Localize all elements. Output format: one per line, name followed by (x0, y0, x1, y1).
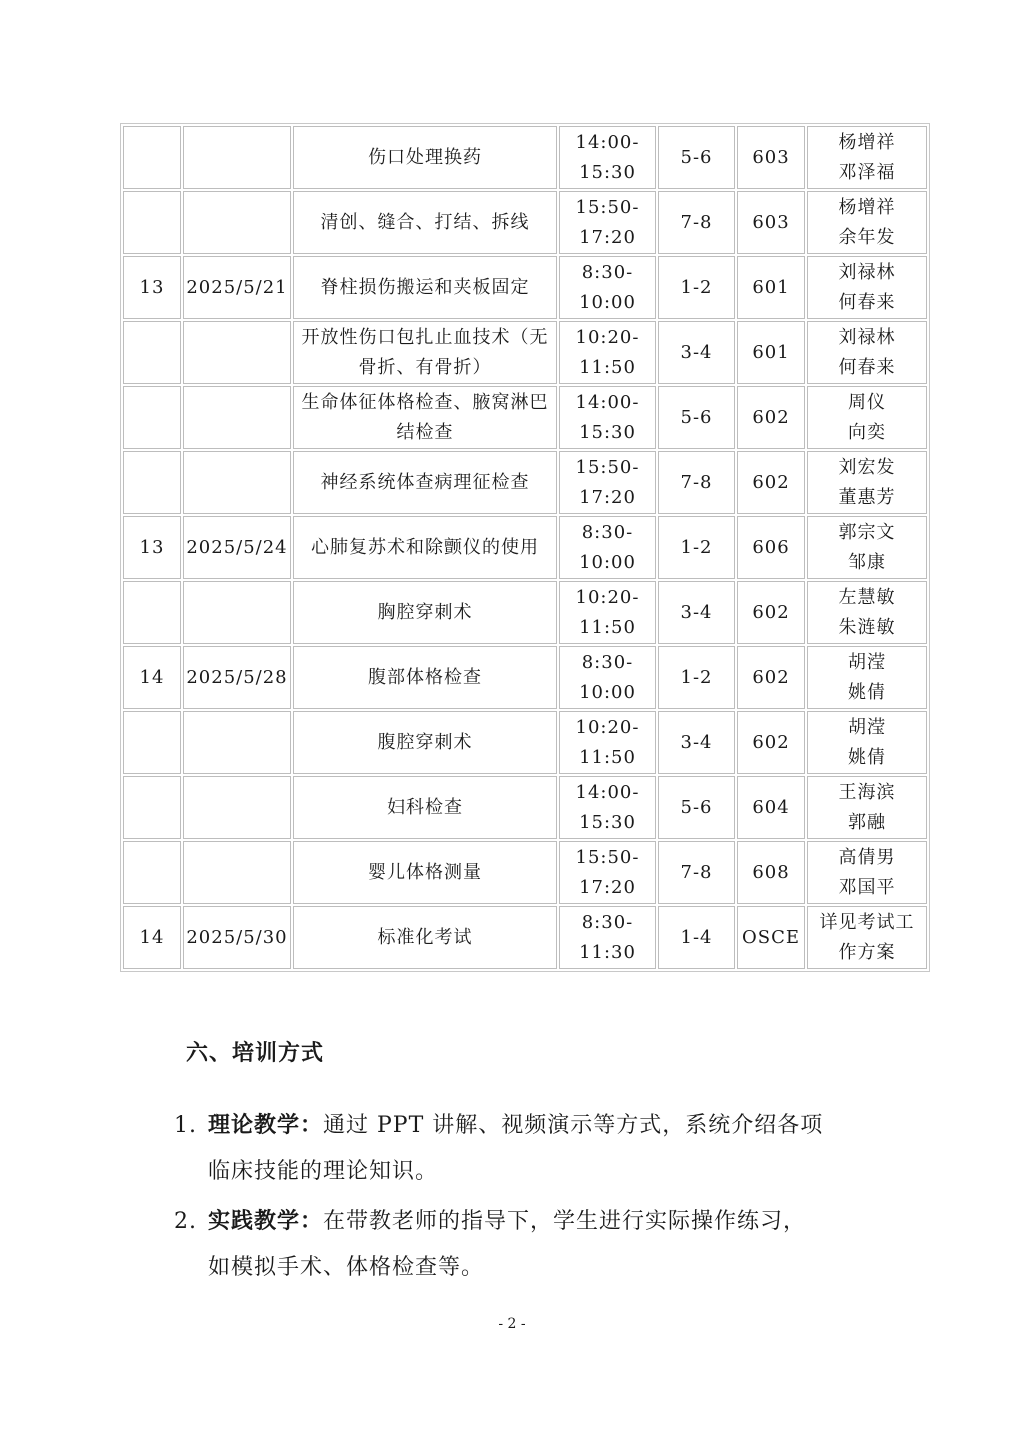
room-cell: OSCE (737, 906, 805, 969)
course-cell: 开放性伤口包扎止血技术（无骨折、有骨折） (293, 321, 557, 384)
room-cell: 602 (737, 581, 805, 644)
week-cell (123, 386, 181, 449)
date-cell (183, 581, 291, 644)
teacher-name: 刘禄林 (838, 261, 896, 283)
date-cell (183, 451, 291, 514)
teacher-name: 刘禄林 (838, 326, 896, 348)
teacher-cell (807, 581, 927, 644)
teacher-name: 邹康 (848, 551, 886, 573)
teacher-name: 郭融 (848, 811, 886, 833)
method-item-practice (174, 1199, 894, 1291)
period-cell: 1-2 (658, 516, 735, 579)
week-cell (123, 126, 181, 189)
teacher-name: 郭宗文 (838, 521, 896, 543)
course-cell: 生命体征体格检查、腋窝淋巴结检查 (293, 386, 557, 449)
teacher-cell (807, 451, 927, 514)
time-end: 10:00 (579, 291, 636, 313)
time-start: 8:30- (581, 261, 634, 283)
teacher-cell (807, 711, 927, 774)
course-cell: 心肺复苏术和除颤仪的使用 (293, 516, 557, 579)
date-cell (183, 841, 291, 904)
time-cell (559, 906, 656, 969)
date-cell (183, 126, 291, 189)
teacher-cell (807, 321, 927, 384)
table-row (123, 906, 927, 969)
time-start: 10:20- (575, 716, 640, 738)
time-end: 11:30 (579, 941, 636, 963)
period-cell: 7-8 (658, 451, 735, 514)
method-item-theory (174, 1103, 894, 1195)
table-row (123, 581, 927, 644)
time-cell (559, 321, 656, 384)
date-cell: 2025/5/28 (183, 646, 291, 709)
period-cell: 5-6 (658, 776, 735, 839)
room-cell: 603 (737, 126, 805, 189)
period-cell: 7-8 (658, 841, 735, 904)
time-cell (559, 256, 656, 319)
teacher-cell (807, 776, 927, 839)
date-cell (183, 711, 291, 774)
teacher-cell (807, 256, 927, 319)
period-cell: 1-2 (658, 646, 735, 709)
week-cell: 13 (123, 516, 181, 579)
time-cell (559, 646, 656, 709)
period-cell: 1-2 (658, 256, 735, 319)
period-cell: 3-4 (658, 711, 735, 774)
teacher-cell (807, 646, 927, 709)
teacher-cell (807, 841, 927, 904)
teacher-name: 刘宏发 (838, 456, 896, 478)
course-cell: 清创、缝合、打结、拆线 (293, 191, 557, 254)
item-text: 在带教老师的指导下，学生进行实际操作练习， (323, 1209, 807, 1234)
date-cell: 2025/5/21 (183, 256, 291, 319)
room-cell: 602 (737, 451, 805, 514)
room-cell: 601 (737, 256, 805, 319)
course-cell: 伤口处理换药 (293, 126, 557, 189)
time-end: 10:00 (579, 551, 636, 573)
time-end: 17:20 (579, 226, 636, 248)
item-text-continuation: 如模拟手术、体格检查等。 (208, 1255, 485, 1280)
time-cell (559, 451, 656, 514)
table-row (123, 646, 927, 709)
schedule-table (121, 124, 929, 971)
date-cell (183, 321, 291, 384)
table-row (123, 776, 927, 839)
time-end: 11:50 (579, 356, 636, 378)
date-cell (183, 191, 291, 254)
time-end: 15:30 (579, 421, 636, 443)
time-cell (559, 191, 656, 254)
teacher-name: 胡滢 (848, 716, 886, 738)
section-heading: 六、培训方式 (186, 1041, 325, 1066)
week-cell (123, 841, 181, 904)
table-row (123, 321, 927, 384)
time-start: 14:00- (575, 391, 640, 413)
time-start: 8:30- (581, 521, 634, 543)
week-cell: 14 (123, 646, 181, 709)
time-cell (559, 841, 656, 904)
time-end: 11:50 (579, 746, 636, 768)
teacher-cell (807, 516, 927, 579)
time-cell (559, 386, 656, 449)
time-cell (559, 581, 656, 644)
item-text: 通过 PPT 讲解、视频演示等方式，系统介绍各项 (323, 1113, 824, 1138)
teacher-name: 胡滢 (848, 651, 886, 673)
course-cell: 脊柱损伤搬运和夹板固定 (293, 256, 557, 319)
item-term: 理论教学： (208, 1113, 324, 1138)
course-cell: 婴儿体格测量 (293, 841, 557, 904)
course-cell: 腹部体格检查 (293, 646, 557, 709)
time-start: 15:50- (575, 846, 640, 868)
time-start: 8:30- (581, 651, 634, 673)
time-start: 14:00- (575, 131, 640, 153)
time-cell (559, 126, 656, 189)
item-number: 1. (174, 1113, 197, 1138)
table-row (123, 126, 927, 189)
teacher-name: 何春来 (838, 291, 896, 313)
course-cell: 妇科检查 (293, 776, 557, 839)
teacher-name: 姚倩 (848, 681, 886, 703)
room-cell: 604 (737, 776, 805, 839)
time-start: 15:50- (575, 456, 640, 478)
time-start: 15:50- (575, 196, 640, 218)
course-cell: 胸腔穿刺术 (293, 581, 557, 644)
time-cell (559, 516, 656, 579)
course-cell: 标准化考试 (293, 906, 557, 969)
period-cell: 3-4 (658, 321, 735, 384)
time-start: 10:20- (575, 586, 640, 608)
date-cell: 2025/5/24 (183, 516, 291, 579)
teacher-name: 何春来 (838, 356, 896, 378)
teacher-name: 董惠芳 (838, 486, 896, 508)
teacher-name: 高倩男 (838, 846, 896, 868)
teacher-cell (807, 126, 927, 189)
teacher-name: 详见考试工 (819, 911, 915, 933)
item-number: 2. (174, 1209, 197, 1234)
teacher-cell (807, 191, 927, 254)
teacher-name: 朱涟敏 (838, 616, 896, 638)
table-row (123, 191, 927, 254)
week-cell: 14 (123, 906, 181, 969)
date-cell: 2025/5/30 (183, 906, 291, 969)
room-cell: 602 (737, 386, 805, 449)
room-cell: 602 (737, 646, 805, 709)
teacher-name: 王海滨 (838, 781, 896, 803)
room-cell: 606 (737, 516, 805, 579)
table-row (123, 256, 927, 319)
time-end: 11:50 (579, 616, 636, 638)
course-cell: 神经系统体查病理征检查 (293, 451, 557, 514)
time-start: 10:20- (575, 326, 640, 348)
teacher-name: 余年发 (838, 226, 896, 248)
table-row (123, 841, 927, 904)
course-cell: 腹腔穿刺术 (293, 711, 557, 774)
room-cell: 608 (737, 841, 805, 904)
teacher-name: 邓国平 (838, 876, 896, 898)
teacher-name: 杨增祥 (838, 131, 896, 153)
table-row (123, 386, 927, 449)
schedule-body (123, 126, 927, 969)
period-cell: 1-4 (658, 906, 735, 969)
time-end: 15:30 (579, 161, 636, 183)
teacher-name: 向奕 (848, 421, 886, 443)
table-row (123, 516, 927, 579)
date-cell (183, 776, 291, 839)
item-term: 实践教学： (208, 1209, 324, 1234)
period-cell: 7-8 (658, 191, 735, 254)
week-cell (123, 711, 181, 774)
time-end: 10:00 (579, 681, 636, 703)
week-cell: 13 (123, 256, 181, 319)
time-start: 8:30- (581, 911, 634, 933)
room-cell: 603 (737, 191, 805, 254)
time-end: 15:30 (579, 811, 636, 833)
teacher-name: 邓泽福 (838, 161, 896, 183)
teacher-cell (807, 386, 927, 449)
week-cell (123, 191, 181, 254)
table-row (123, 711, 927, 774)
time-end: 17:20 (579, 486, 636, 508)
table-row (123, 451, 927, 514)
room-cell: 602 (737, 711, 805, 774)
week-cell (123, 776, 181, 839)
date-cell (183, 386, 291, 449)
time-cell (559, 776, 656, 839)
period-cell: 5-6 (658, 126, 735, 189)
teacher-name: 姚倩 (848, 746, 886, 768)
period-cell: 5-6 (658, 386, 735, 449)
teacher-cell (807, 906, 927, 969)
time-cell (559, 711, 656, 774)
room-cell: 601 (737, 321, 805, 384)
period-cell: 3-4 (658, 581, 735, 644)
page-number: - 2 - (498, 1316, 526, 1332)
time-end: 17:20 (579, 876, 636, 898)
time-start: 14:00- (575, 781, 640, 803)
teacher-name: 作方案 (838, 941, 896, 963)
teacher-name: 周仪 (848, 391, 886, 413)
teacher-name: 杨增祥 (838, 196, 896, 218)
week-cell (123, 581, 181, 644)
item-text-continuation: 临床技能的理论知识。 (208, 1159, 439, 1184)
week-cell (123, 321, 181, 384)
teacher-name: 左慧敏 (838, 586, 896, 608)
week-cell (123, 451, 181, 514)
